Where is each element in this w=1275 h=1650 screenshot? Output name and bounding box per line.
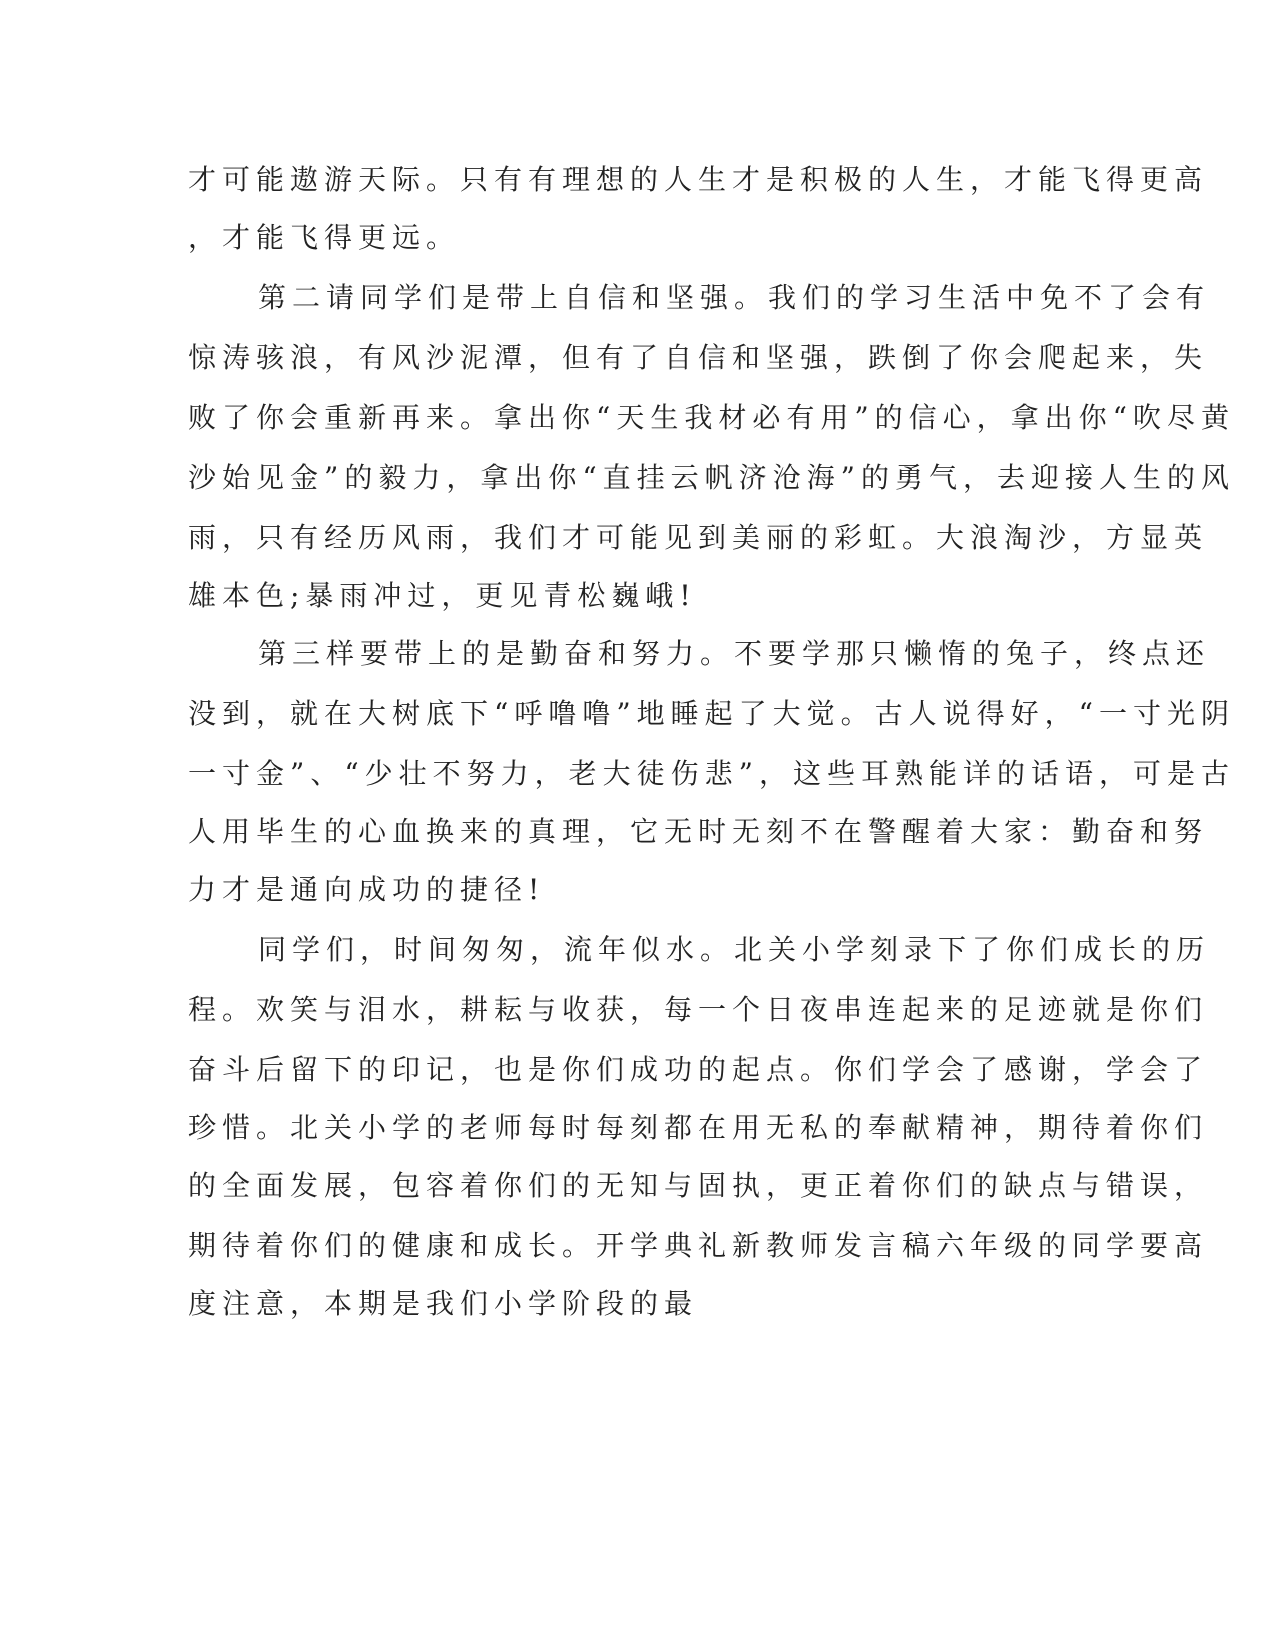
text-line: ，才能飞得更远。 — [188, 221, 461, 254]
text-line: 奋斗后留下的印记，也是你们成功的起点。你们学会了感谢，学会了 — [188, 1053, 1209, 1086]
text-line: 惊涛骇浪，有风沙泥潭，但有了自信和坚强，跌倒了你会爬起来，失 — [188, 341, 1209, 374]
text-line: 一寸金”、“少壮不努力，老大徒伤悲”，这些耳熟能详的话语，可是古 — [188, 757, 1235, 790]
text-line: 败了你会重新再来。拿出你“天生我材必有用”的信心，拿出你“吹尽黄 — [188, 401, 1235, 434]
text-line: 雄本色;暴雨冲过，更见青松巍峨! — [188, 579, 697, 612]
text-line: 才可能遨游天际。只有有理想的人生才是积极的人生，才能飞得更高 — [188, 163, 1209, 196]
text-line: 珍惜。北关小学的老师每时每刻都在用无私的奉献精神，期待着你们 — [188, 1111, 1209, 1144]
text-line: 的全面发展，包容着你们的无知与固执，更正着你们的缺点与错误， — [188, 1169, 1209, 1202]
paragraph-start-line: 同学们，时间匆匆，流年似水。北关小学刻录下了你们成长的历 — [258, 933, 1211, 966]
text-line: 雨，只有经历风雨，我们才可能见到美丽的彩虹。大浪淘沙，方显英 — [188, 521, 1209, 554]
text-line: 没到，就在大树底下“呼噜噜”地睡起了大觉。古人说得好，“一寸光阴 — [188, 697, 1235, 730]
text-line: 人用毕生的心血换来的真理，它无时无刻不在警醒着大家：勤奋和努 — [188, 815, 1209, 848]
text-line: 程。欢笑与泪水，耕耘与收获，每一个日夜串连起来的足迹就是你们 — [188, 993, 1209, 1026]
text-line: 沙始见金”的毅力，拿出你“直挂云帆济沧海”的勇气，去迎接人生的风 — [188, 461, 1235, 494]
text-line: 力才是通向成功的捷径! — [188, 873, 546, 906]
text-line: 度注意，本期是我们小学阶段的最 — [188, 1287, 699, 1320]
paragraph-start-line: 第二请同学们是带上自信和坚强。我们的学习生活中免不了会有 — [258, 281, 1211, 314]
paragraph-start-line: 第三样要带上的是勤奋和努力。不要学那只懒惰的兔子，终点还 — [258, 637, 1211, 670]
text-line: 期待着你们的健康和成长。开学典礼新教师发言稿六年级的同学要高 — [188, 1229, 1209, 1262]
